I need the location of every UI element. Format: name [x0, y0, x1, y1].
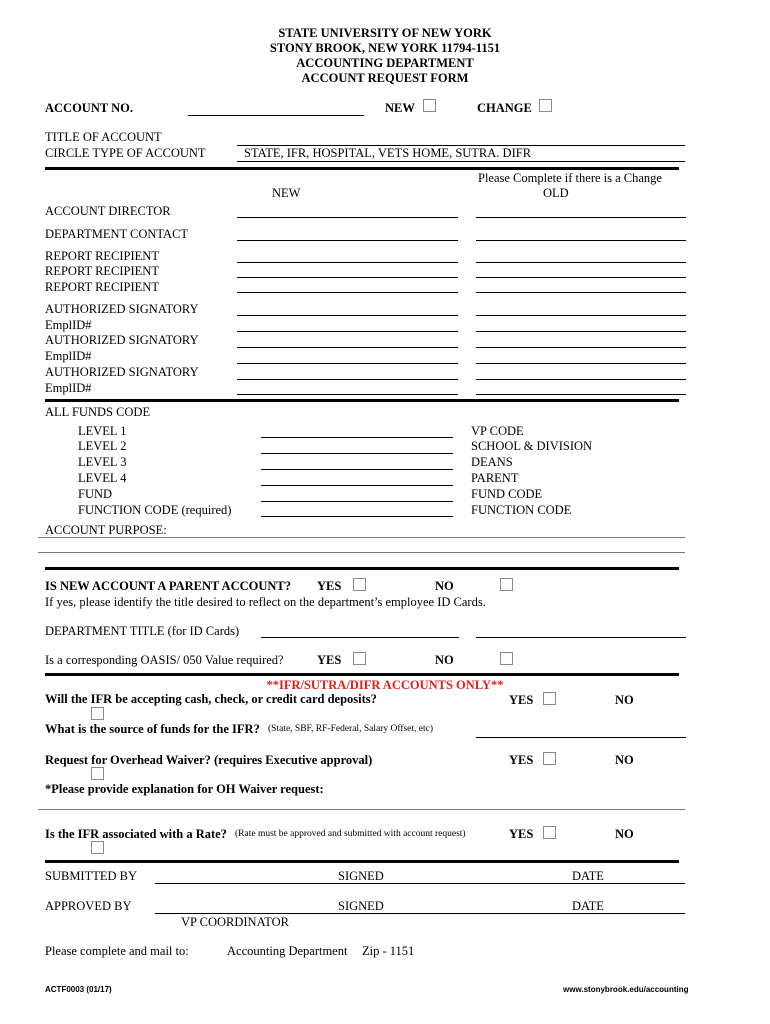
- ifr-deposits-no-checkbox[interactable]: [91, 707, 104, 720]
- report-recipient-new-field[interactable]: [237, 277, 458, 278]
- emplid-label: EmplID#: [45, 318, 92, 332]
- parent-no-label: NO: [435, 579, 454, 593]
- vp-code-label: VP CODE: [471, 424, 524, 438]
- report-recipient-label: REPORT RECIPIENT: [45, 264, 159, 278]
- account-director-label: ACCOUNT DIRECTOR: [45, 204, 171, 218]
- emplid-label: EmplID#: [45, 349, 92, 363]
- fund-label: FUND: [78, 487, 113, 501]
- ifr-source-question: What is the source of funds for the IFR?: [45, 722, 260, 736]
- oh-waiver-explanation-field[interactable]: [38, 809, 685, 810]
- signatory-old-field[interactable]: [476, 347, 686, 348]
- parent-no-checkbox[interactable]: [500, 578, 513, 591]
- overhead-waiver-question: Request for Overhead Waiver? (requires Executive approval): [45, 753, 373, 767]
- department-title-field-2[interactable]: [476, 637, 686, 638]
- department-title-field[interactable]: [261, 637, 459, 638]
- approved-signed-label: SIGNED: [338, 899, 384, 913]
- school-division-label: SCHOOL & DIVISION: [471, 439, 593, 453]
- change-checkbox[interactable]: [539, 99, 552, 112]
- oasis-no-checkbox[interactable]: [500, 652, 513, 665]
- level-2-field[interactable]: [261, 453, 453, 454]
- report-recipient-new-field[interactable]: [237, 292, 458, 293]
- ifr-source-note: (State, SBF, RF-Federal, Salary Offset, etc): [268, 724, 434, 734]
- change-label: CHANGE: [477, 101, 532, 115]
- oasis-no-label: NO: [435, 653, 454, 667]
- signatory-old-field[interactable]: [476, 315, 686, 316]
- complete-if-change-note: Please Complete if there is a Change: [478, 171, 662, 185]
- overhead-waiver-yes-checkbox[interactable]: [543, 752, 556, 765]
- approved-date-label: DATE: [572, 899, 604, 913]
- signatory-new-field[interactable]: [237, 347, 458, 348]
- approved-by-field[interactable]: [155, 913, 685, 914]
- department-contact-old-field[interactable]: [476, 240, 686, 241]
- parent-account-question: IS NEW ACCOUNT A PARENT ACCOUNT?: [45, 579, 292, 593]
- function-code-right-label: FUNCTION CODE: [471, 503, 572, 517]
- ifr-deposits-yes-label: YES: [509, 693, 534, 707]
- ifr-rate-no-label: NO: [615, 827, 634, 841]
- account-purpose-field[interactable]: [38, 552, 685, 553]
- submitted-signed-label: SIGNED: [338, 869, 384, 883]
- account-no-field[interactable]: [188, 115, 364, 116]
- level-label: LEVEL 1: [78, 424, 127, 438]
- fund-field[interactable]: [261, 501, 453, 502]
- oasis-yes-label: YES: [317, 653, 342, 667]
- report-recipient-new-field[interactable]: [237, 262, 458, 263]
- level-1-field[interactable]: [261, 437, 453, 438]
- account-purpose-field[interactable]: [38, 537, 685, 538]
- level-4-field[interactable]: [261, 485, 453, 486]
- account-director-new-field[interactable]: [237, 217, 458, 218]
- department-contact-label: DEPARTMENT CONTACT: [45, 227, 189, 241]
- title-of-account-label: TITLE OF ACCOUNT: [45, 130, 162, 144]
- signatory-label: AUTHORIZED SIGNATORY: [45, 302, 199, 316]
- emplid-new-field[interactable]: [237, 394, 458, 395]
- ifr-rate-no-checkbox[interactable]: [91, 841, 104, 854]
- ifr-deposits-question: Will the IFR be accepting cash, check, or credit card deposits?: [45, 692, 377, 706]
- fund-code-label: FUND CODE: [471, 487, 543, 501]
- new-label: NEW: [385, 101, 415, 115]
- old-column-header: OLD: [543, 186, 569, 200]
- report-recipient-label: REPORT RECIPIENT: [45, 249, 159, 263]
- ifr-deposits-yes-checkbox[interactable]: [543, 692, 556, 705]
- emplid-old-field[interactable]: [476, 394, 686, 395]
- level-label: LEVEL 3: [78, 455, 127, 469]
- account-no-label: ACCOUNT NO.: [45, 101, 133, 115]
- level-label: LEVEL 4: [78, 471, 127, 485]
- function-code-label: FUNCTION CODE (required): [78, 503, 232, 517]
- form-title: ACCOUNT REQUEST FORM: [301, 71, 469, 85]
- report-recipient-label: REPORT RECIPIENT: [45, 280, 159, 294]
- signatory-new-field[interactable]: [237, 379, 458, 380]
- submitted-date-label: DATE: [572, 869, 604, 883]
- ifr-deposits-no-label: NO: [615, 693, 634, 707]
- overhead-waiver-yes-label: YES: [509, 753, 534, 767]
- footer-url[interactable]: www.stonybrook.edu/accounting: [563, 985, 689, 994]
- section-divider-2: [45, 399, 679, 402]
- level-label: LEVEL 2: [78, 439, 127, 453]
- function-code-field[interactable]: [261, 516, 453, 517]
- mail-instructions-label: Please complete and mail to:: [45, 944, 189, 958]
- ifr-heading: **IFR/SUTRA/DIFR ACCOUNTS ONLY**: [266, 678, 504, 692]
- emplid-new-field[interactable]: [237, 331, 458, 332]
- department-contact-new-field[interactable]: [237, 240, 458, 241]
- section-divider-4: [45, 673, 679, 676]
- account-purpose-label: ACCOUNT PURPOSE:: [45, 523, 167, 537]
- deans-label: DEANS: [471, 455, 513, 469]
- ifr-rate-note: (Rate must be approved and submitted with account request): [235, 829, 466, 839]
- approved-by-label: APPROVED BY: [45, 899, 132, 913]
- report-recipient-old-field[interactable]: [476, 277, 686, 278]
- parent-yes-checkbox[interactable]: [353, 578, 366, 591]
- signatory-label: AUTHORIZED SIGNATORY: [45, 333, 199, 347]
- emplid-new-field[interactable]: [237, 363, 458, 364]
- submitted-by-label: SUBMITTED BY: [45, 869, 138, 883]
- all-funds-code-label: ALL FUNDS CODE: [45, 405, 151, 419]
- report-recipient-old-field[interactable]: [476, 292, 686, 293]
- form-id: ACTF0003 (01/17): [45, 985, 112, 994]
- oasis-yes-checkbox[interactable]: [353, 652, 366, 665]
- overhead-waiver-no-checkbox[interactable]: [91, 767, 104, 780]
- section-divider-1: [45, 167, 679, 170]
- level-3-field[interactable]: [261, 469, 453, 470]
- parent-yes-label: YES: [317, 579, 342, 593]
- signatory-new-field[interactable]: [237, 315, 458, 316]
- emplid-old-field[interactable]: [476, 331, 686, 332]
- circle-type-label: CIRCLE TYPE OF ACCOUNT: [45, 146, 206, 160]
- parent-label: PARENT: [471, 471, 519, 485]
- header-line-2: STONY BROOK, NEW YORK 11794-1151: [269, 41, 501, 55]
- mail-department: Accounting Department: [227, 944, 348, 958]
- mail-zip: Zip - 1151: [362, 944, 415, 958]
- emplid-label: EmplID#: [45, 381, 92, 395]
- signatory-label: AUTHORIZED SIGNATORY: [45, 365, 199, 379]
- department-title-label: DEPARTMENT TITLE (for ID Cards): [45, 624, 240, 638]
- section-divider-3: [45, 567, 679, 570]
- parent-note: If yes, please identify the title desired to reflect on the department’s employee ID Cards.: [45, 595, 486, 609]
- submitted-by-field[interactable]: [155, 883, 685, 884]
- types-underline: [237, 161, 685, 162]
- section-divider-5: [45, 860, 679, 863]
- header-line-3: ACCOUNTING DEPARTMENT: [296, 56, 474, 70]
- overhead-waiver-no-label: NO: [615, 753, 634, 767]
- ifr-rate-question: Is the IFR associated with a Rate?: [45, 827, 227, 841]
- signatory-old-field[interactable]: [476, 379, 686, 380]
- new-column-header: NEW: [272, 186, 301, 200]
- emplid-old-field[interactable]: [476, 363, 686, 364]
- new-checkbox[interactable]: [423, 99, 436, 112]
- ifr-rate-yes-checkbox[interactable]: [543, 826, 556, 839]
- vp-coordinator-label: VP COORDINATOR: [181, 915, 290, 929]
- account-director-old-field[interactable]: [476, 217, 686, 218]
- header-line-1: STATE UNIVERSITY OF NEW YORK: [278, 26, 492, 40]
- ifr-rate-yes-label: YES: [509, 827, 534, 841]
- report-recipient-old-field[interactable]: [476, 262, 686, 263]
- oh-waiver-explanation-label: *Please provide explanation for OH Waiver request:: [45, 782, 324, 796]
- account-types[interactable]: STATE, IFR, HOSPITAL, VETS HOME, SUTRA. DIFR: [244, 146, 532, 160]
- ifr-source-field[interactable]: [476, 737, 686, 738]
- oasis-question: Is a corresponding OASIS/ 050 Value required?: [45, 653, 284, 667]
